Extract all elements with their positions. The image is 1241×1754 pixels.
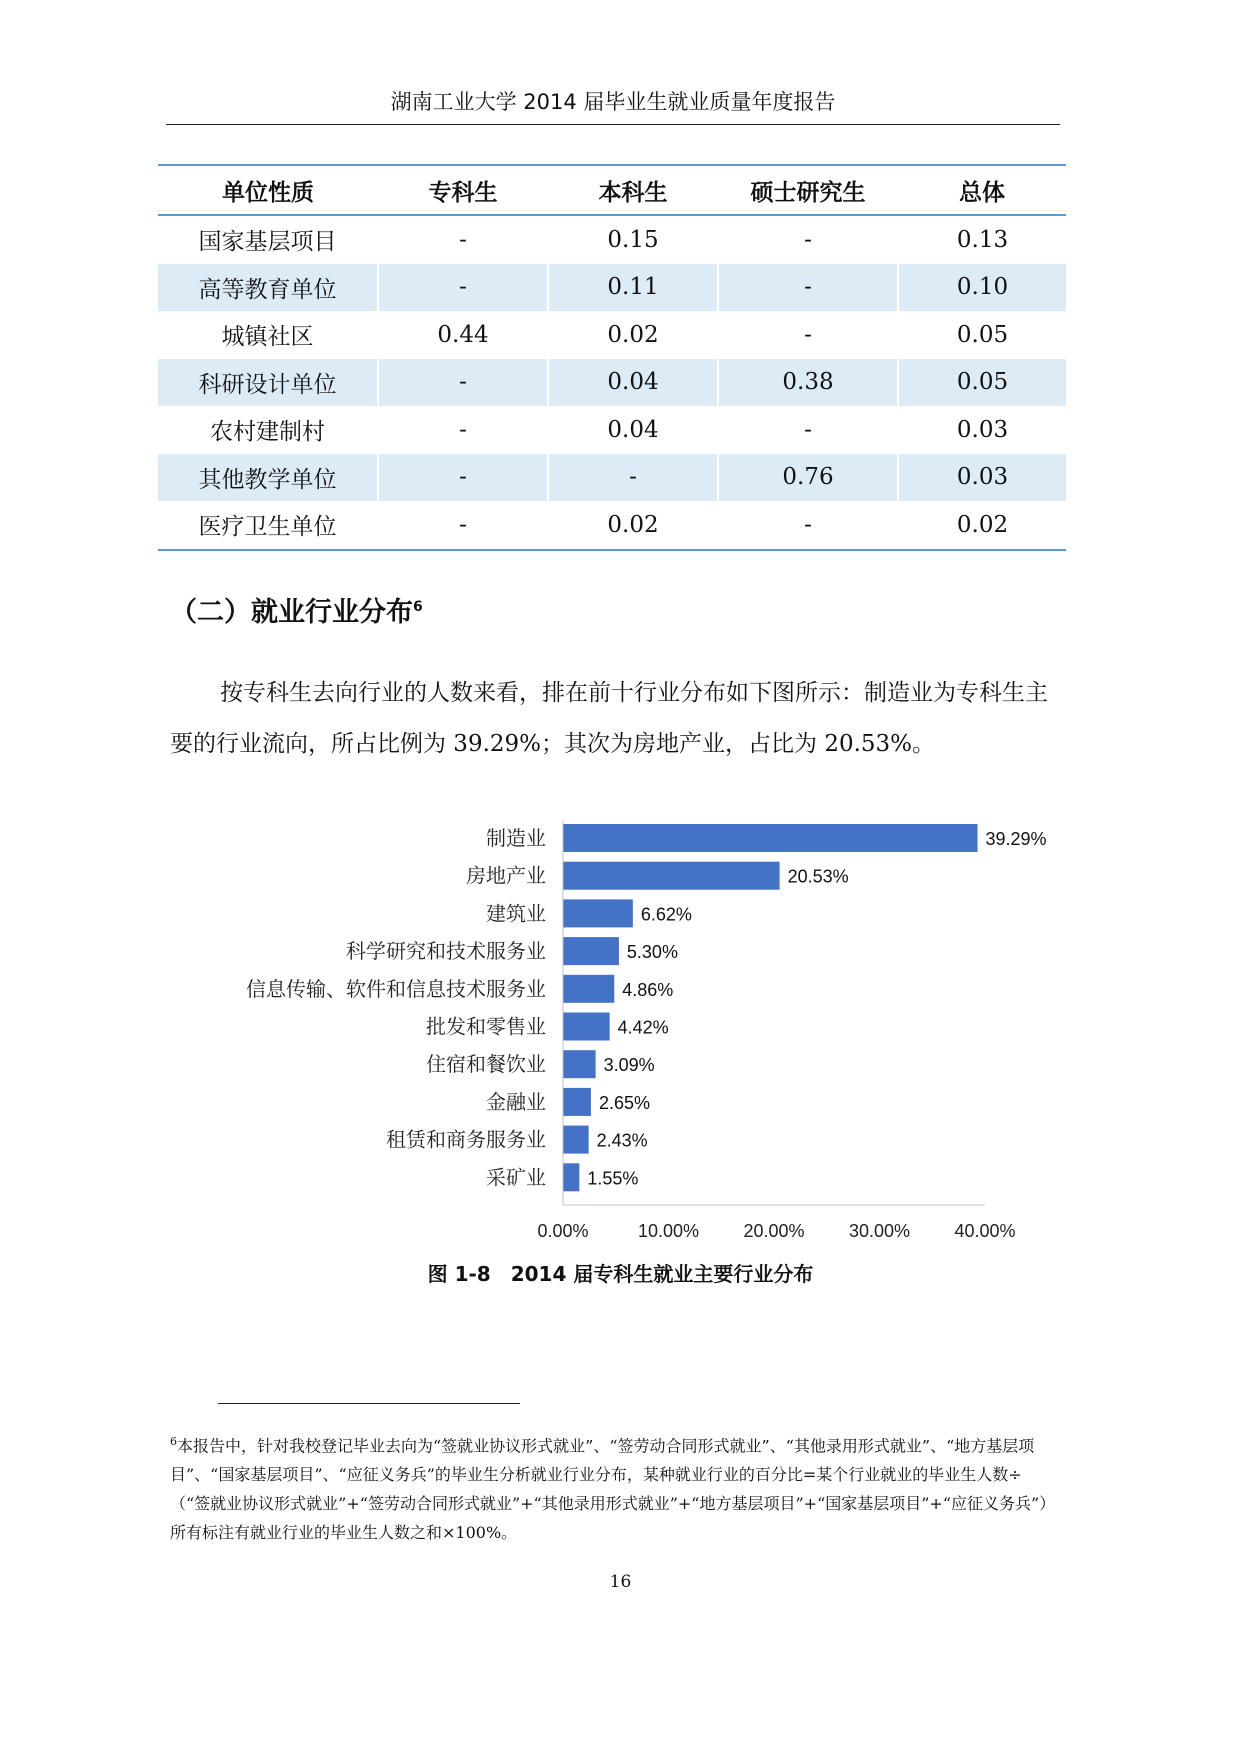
table-cell: 其他教学单位 bbox=[158, 454, 378, 502]
table-row bbox=[158, 406, 1066, 454]
footnote-ref[interactable]: 6 bbox=[413, 599, 423, 615]
bar bbox=[563, 824, 978, 852]
employer-type-table bbox=[158, 164, 1066, 551]
table-cell: - bbox=[718, 215, 898, 264]
data-label: 2.65% bbox=[598, 1092, 651, 1113]
table-cell: 城镇社区 bbox=[221, 324, 314, 351]
table-header-row bbox=[158, 165, 1066, 215]
data-label: 3.09% bbox=[603, 1055, 655, 1076]
table-cell: 医疗卫生单位 bbox=[158, 501, 378, 550]
data-label: 1.55% bbox=[587, 1168, 639, 1189]
table-cell: 0.04 bbox=[548, 359, 718, 407]
category-label: 批发和零售业 bbox=[426, 1014, 546, 1039]
bar bbox=[563, 937, 619, 965]
table-cell: 0.15 bbox=[548, 215, 718, 264]
column-header: 硕士研究生 bbox=[718, 165, 898, 215]
bar bbox=[563, 1050, 596, 1078]
category-label: 金融业 bbox=[486, 1089, 546, 1114]
table-row bbox=[158, 454, 1066, 502]
footnote-rule bbox=[218, 1403, 520, 1404]
table-cell: 国家基层项目 bbox=[198, 229, 337, 256]
header-rule bbox=[166, 124, 1060, 125]
section-title: （二）就业行业分布 bbox=[170, 597, 413, 628]
table-row bbox=[158, 359, 1066, 407]
column-header: 专科生 bbox=[378, 165, 548, 215]
table-cell: - bbox=[548, 454, 718, 502]
table-row bbox=[158, 264, 1066, 312]
table-cell: 农村建制村 bbox=[210, 419, 325, 446]
table-cell: - bbox=[378, 501, 548, 550]
category-label: 建筑业 bbox=[486, 901, 546, 926]
bar bbox=[563, 1126, 589, 1154]
table-cell: 0.03 bbox=[898, 406, 1066, 454]
data-label: 20.53% bbox=[787, 866, 849, 887]
bar bbox=[563, 1088, 591, 1116]
table-row bbox=[158, 311, 1066, 359]
data-label: 4.42% bbox=[617, 1017, 669, 1038]
table-cell: - bbox=[378, 215, 548, 264]
table-cell: 科研设计单位 bbox=[158, 359, 378, 407]
x-tick-label: 30.00% bbox=[848, 1221, 911, 1240]
table-cell: - bbox=[718, 264, 898, 312]
x-tick-label: 20.00% bbox=[743, 1221, 805, 1240]
table-cell: - bbox=[378, 406, 548, 454]
page-number: 16 bbox=[609, 1572, 632, 1592]
table-cell: 0.10 bbox=[898, 264, 1066, 312]
table-cell: - bbox=[378, 359, 548, 407]
data-label: 6.62% bbox=[640, 904, 692, 925]
column-header: 单位性质 bbox=[158, 165, 378, 215]
section-heading bbox=[170, 590, 423, 629]
x-tick-label: 10.00% bbox=[637, 1221, 700, 1240]
bar bbox=[563, 1013, 610, 1041]
table-cell: 高等教育单位 bbox=[158, 264, 378, 312]
table-row bbox=[158, 215, 1066, 264]
table-cell: 0.05 bbox=[898, 311, 1066, 359]
table-cell: 0.02 bbox=[548, 311, 718, 359]
bar bbox=[563, 862, 780, 890]
column-header: 总体 bbox=[898, 165, 1066, 215]
data-label: 4.86% bbox=[622, 979, 674, 1000]
table-cell: - bbox=[718, 406, 898, 454]
column-header: 本科生 bbox=[548, 165, 718, 215]
category-label: 房地产业 bbox=[466, 863, 546, 888]
table-cell: 0.05 bbox=[898, 359, 1066, 407]
table-row bbox=[158, 501, 1066, 550]
category-label: 租赁和商务服务业 bbox=[386, 1127, 546, 1152]
x-tick-label: 40.00% bbox=[954, 1221, 1016, 1240]
body-paragraph: 按专科生去向行业的人数来看，排在前十行业分布如下图所示：制造业为专科生主要的行业流向，所占比例为 39.29%；其次为房地产业，占比为 20.53%。 bbox=[170, 680, 1048, 757]
bar bbox=[563, 899, 633, 927]
data-label: 39.29% bbox=[985, 829, 1047, 849]
x-tick-label: 0.00% bbox=[537, 1221, 589, 1240]
table-cell: 0.03 bbox=[898, 454, 1066, 502]
table-cell: - bbox=[718, 311, 898, 359]
table-cell: - bbox=[378, 264, 548, 312]
footnote-mark: 6 bbox=[170, 1435, 177, 1448]
table-cell: 0.76 bbox=[718, 454, 898, 502]
footnote bbox=[170, 1427, 1060, 1547]
data-label: 2.43% bbox=[596, 1130, 648, 1151]
table-cell: - bbox=[378, 454, 548, 502]
industry-bar-chart bbox=[0, 800, 1241, 1240]
page-header: 湖南工业大学 2014 届毕业生就业质量年度报告 bbox=[390, 90, 836, 114]
table-cell: 0.04 bbox=[548, 406, 718, 454]
bar bbox=[563, 975, 614, 1003]
table-cell: 0.44 bbox=[378, 311, 548, 359]
footnote-text: 本报告中，针对我校登记毕业去向为“签就业协议形式就业”、“签劳动合同形式就业”、“其他录用形式就业”、“地方基层项目”、“国家基层项目”、“应征义务兵”的毕业生分析就业行业分布，某种就业行业的百分比=某个行业就业的毕业生人数÷（“签就业协议形式就业”+“签劳动合同形式就业”+“其他录用形式就业”+“地方基层项目”+“国家基层项目”+“应征义务兵”）所有标注有就业行业的毕业生人数之和×100%。 bbox=[170, 1436, 1056, 1543]
table-cell: - bbox=[718, 501, 898, 550]
table-cell: 0.13 bbox=[898, 215, 1066, 264]
bar bbox=[563, 1163, 579, 1191]
category-label: 采矿业 bbox=[486, 1165, 546, 1190]
figure-caption: 图 1-8 2014 届专科生就业主要行业分布 bbox=[427, 1262, 814, 1286]
data-label: 5.30% bbox=[626, 942, 678, 963]
table-cell: 0.02 bbox=[548, 501, 718, 550]
category-label: 住宿和餐饮业 bbox=[426, 1052, 546, 1077]
category-label: 制造业 bbox=[486, 826, 546, 850]
table-cell: 0.11 bbox=[548, 264, 718, 312]
table-cell: 0.02 bbox=[898, 501, 1066, 550]
category-label: 信息传输、软件和信息技术服务业 bbox=[246, 976, 546, 1001]
category-label: 科学研究和技术服务业 bbox=[346, 939, 546, 964]
table-cell: 0.38 bbox=[718, 359, 898, 407]
